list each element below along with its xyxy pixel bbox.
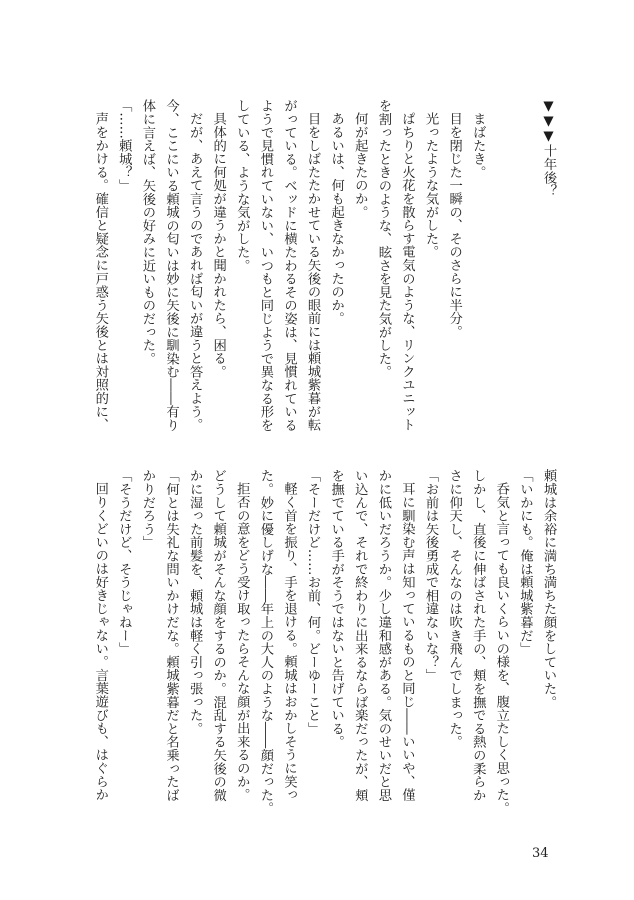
dialogue-column: 「そうだけど、そうじゃねー」 [116, 469, 132, 656]
blank-line [489, 99, 513, 449]
text-column: 具体的に何処が違うかと聞かれたら、困る。 [210, 112, 226, 379]
blank-line [513, 99, 537, 449]
chapter-heading: ▼▼▼十年後？ [541, 99, 556, 198]
text-column: 何が起きたのか。 [352, 112, 368, 219]
text-column: 体に言えば、矢後の好みに近いものだった。 [139, 99, 155, 365]
text-column: た。妙に優しげな――年上の大人のような――顔だった。 [257, 469, 273, 815]
text-column: 声をかける。確信と疑念に戸惑う矢後とは対照的に、 [92, 112, 108, 432]
text-column: がっている。ベッドに横たわるその姿は、見慣れている [281, 99, 297, 432]
text-column: さに仰天し、そんなのは吹き飛んでしまった。 [446, 469, 462, 749]
text-column: まばたき。 [470, 112, 486, 179]
text-column: 呑気と言っても良いくらいの様を、腹立たしく思った。 [493, 482, 509, 815]
dialogue-column: 「そーだけど……お前、何。どーゆーこと」 [305, 469, 321, 735]
text-column: 今、ここにいる頼城の匂いは妙に矢後に馴染む――有り [163, 99, 179, 432]
lower-text-block [88, 469, 560, 819]
text-column: 頼城は余裕に満ち満ちた顔をしていた。 [541, 469, 556, 709]
text-column: い込んで、それで終わりに出来るならば楽だったが、頬 [352, 469, 368, 802]
text-column: ようで見慣れていない、いつもと同じようで異なる形を [257, 99, 273, 432]
text-column: を割ったときのような、眩さを見た気がした。 [375, 99, 391, 379]
text-column: 軽く首を振り、手を退ける。頼城はおかしそうに笑っ [281, 482, 297, 802]
dialogue-column: 「……頼城？」 [116, 99, 132, 193]
text-column: だが、あえて言うのであれば匂いが違うと答えよう。 [187, 112, 203, 432]
dialogue-column: かりだろう」 [139, 469, 155, 549]
text-column: かに低いだろうか。少し違和感がある。気のせいだと思 [375, 469, 391, 802]
text-column: あるいは、何も起きなかったのか。 [328, 112, 344, 326]
text-column: 回りくどいのは好きじゃない。言葉遊びも、はぐらか [92, 482, 108, 802]
page-number: 34 [532, 846, 549, 861]
text-column: 光ったような気がした。 [423, 112, 439, 259]
dialogue-column: 「何とは失礼な問いかけだな。頼城紫暮だと名乗ったば [163, 469, 179, 802]
text-column: 拒否の意をどう受け取ったらそんな顔が出来るのか。 [234, 482, 250, 802]
dialogue-column: 「お前は矢後勇成で相違ないな？」 [423, 469, 439, 682]
text-column: しかし、直後に伸ばされた手の、頬を撫でる熱の柔らか [470, 469, 486, 802]
text-column: ぱちりと火花を散らす電気のような、リンクユニット [399, 112, 415, 432]
text-column: かに湿った前髪を、頼城は軽く引っ張った。 [187, 469, 203, 735]
text-column: 耳に馴染む声は知っているものと同じ――いいや、僅 [399, 482, 415, 802]
dialogue-column: 「いかにも。俺は頼城紫暮だ」 [517, 469, 533, 656]
text-column: 目をしばたたかせている矢後の眼前には頼城紫暮が転 [305, 112, 321, 432]
text-column: を撫でている手がそうではないと告げている。 [328, 469, 344, 749]
text-column: 目を閉じた一瞬の、そのさらに半分。 [446, 112, 462, 339]
upper-text-block [88, 99, 560, 449]
text-column: している、ような気がした。 [234, 99, 250, 272]
text-column: どうして頼城がそんな顔をするのか。混乱する矢後の微 [210, 469, 226, 802]
